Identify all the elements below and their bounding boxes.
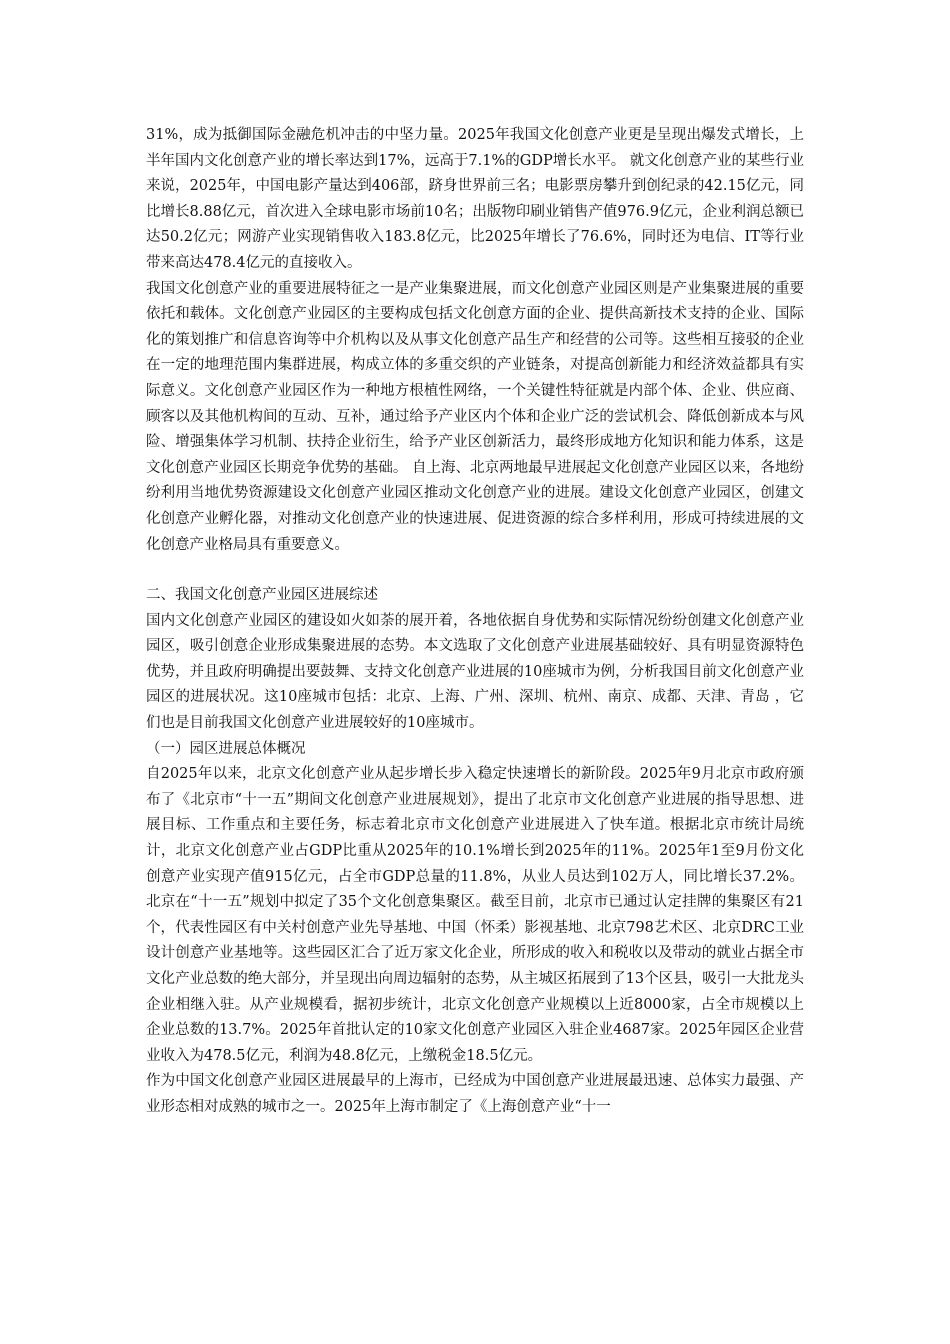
section-heading: 二、我国文化创意产业园区进展综述 — [146, 587, 378, 604]
paragraph-gap — [146, 558, 804, 583]
paragraph-shanghai: 作为中国文化创意产业园区进展最早的上海市，已经成为中国创意产业进展最迅速、总体实力最强、产业形态相对成熟的城市之一。2025年上海市制定了《上海创意产业“十一 — [146, 1073, 804, 1115]
document-page — [146, 123, 804, 1121]
subsection-heading: （一）园区进展总体概况 — [146, 740, 306, 757]
paragraph-industry-clusters: 我国文化创意产业的重要进展特征之一是产业集聚进展，而文化创意产业园区则是产业集聚进展的重要依托和载体。文化创意产业园区的主要构成包括文化创意方面的企业、提供高新技术支持的企业、国际化的策划推广和信息咨询等中介机构以及从事文化创意产品生产和经营的公司等。这些相互接驳的企业在一定的地理范围内集群进展，构成立体的多重交织的产业链条，对提高创新能力和经济效益都具有实际意义。文化创意产业园区作为一种地方根植性网络，一个关键性特征就是内部个体、企业、供应商、顾客以及其他机构间的互动、互补，通过给予产业区内个体和企业广泛的尝试机会、降低创新成本与风险、增强集体学习机制、扶持企业衍生，给予产业区创新活力，最终形成地方化知识和能力体系，这是文化创意产业园区长期竞争优势的基础。 自上海、北京两地最早进展起文化创意产业园区以来，各地纷纷利用当地优势资源建设文化创意产业园区推动文化创意产业的进展。建设文化创意产业园区，创建文化创意产业孵化器，对推动文化创意产业的快速进展、促进资源的综合多样利用，形成可持续进展的文化创意产业格局具有重要意义。 — [146, 280, 804, 553]
paragraph-section-intro: 国内文化创意产业园区的建设如火如荼的展开着，各地依据自身优势和实际情况纷纷创建文化创意产业园区，吸引创意企业形成集聚进展的态势。本文选取了文化创意产业进展基础较好、具有明显资源特色优势，并且政府明确提出要鼓舞、支持文化创意产业进展的10座城市为例，分析我国目前文化创意产业园区的进展状况。这10座城市包括：北京、上海、广州、深圳、杭州、南京、成都、天津、青岛 ，它们也是目前我国文化创意产业进展较好的10座城市。 — [146, 612, 804, 732]
paragraph-industry-growth: 31%，成为抵御国际金融危机冲击的中坚力量。2025年我国文化创意产业更是呈现出爆发式增长，上半年国内文化创意产业的增长率达到17%，远高于7.1%的GDP增长水平。 就文化创意产业的某些行业来说，2025年，中国电影产量达到406部，跻身世界前三名；电影票房攀升到创纪录的42.15亿元，同比增长8.88亿元，首次进入全球电影市场前10名；出版物印刷业销售产值976.9亿元，企业利润总额已达50.2亿元；网游产业实现销售收入183.8亿元，比2025年增长了76.6%，同时还为电信、IT等行业带来高达478.4亿元的直接收入。 — [146, 127, 804, 271]
paragraph-beijing: 自2025年以来，北京文化创意产业从起步增长步入稳定快速增长的新阶段。2025年9月北京市政府颁布了《北京市“十一五”期间文化创意产业进展规划》，提出了北京市文化创意产业进展的指导思想、进展目标、工作重点和主要任务，标志着北京市文化创意产业进展进入了快车道。根据北京市统计局统计，北京文化创意产业占GDP比重从2025年的10.1%增长到2025年的11%。2025年1至9月份文化创意产业实现产值915亿元，占全市GDP总量的11.8%，从业人员达到102万人，同比增长37.2%。 北京在“十一五”规划中拟定了35个文化创意集聚区。截至目前，北京市已通过认定挂牌的集聚区有21个，代表性园区有中关村创意产业先导基地、中国（怀柔）影视基地、北京798艺术区、北京DRC工业设计创意产业基地等。这些园区汇合了近万家文化企业，所形成的收入和税收以及带动的就业占据全市文化产业总数的绝大部分，并呈现出向周边辐射的态势，从主城区拓展到了13个区县，吸引一大批龙头企业相继入驻。从产业规模看，据初步统计，北京文化创意产业规模以上近8000家，占全市规模以上企业总数的13.7%。2025年首批认定的10家文化创意产业园区入驻企业4687家。2025年园区企业营业收入为478.5亿元，利润为48.8亿元，上缴税金18.5亿元。 — [146, 766, 804, 1064]
